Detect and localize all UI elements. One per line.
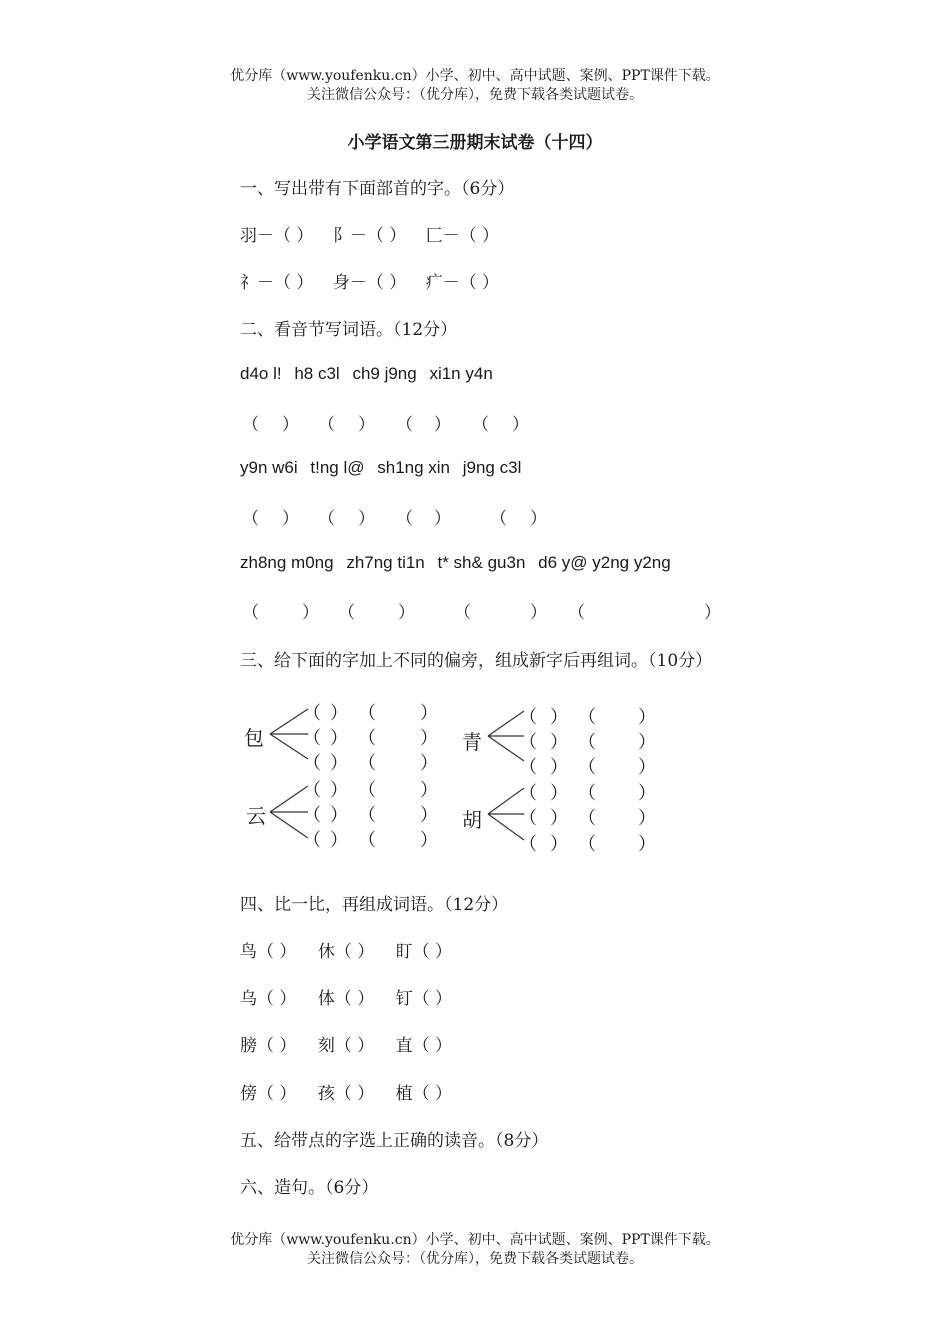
paren-close: ）: [550, 783, 568, 804]
q4-item: 钉（ ）: [395, 989, 453, 1009]
paren-open: （: [358, 728, 376, 749]
tree-char: 包: [244, 726, 264, 750]
q1-item: 羽－（ ）: [240, 226, 314, 246]
q4-row: [240, 937, 452, 962]
paren-close: ）: [638, 808, 656, 829]
tree-char: 青: [462, 730, 482, 754]
pinyin-word: sh1ng xin: [377, 458, 451, 477]
pinyin-word: h8 c3l: [294, 364, 340, 383]
paren-open: （: [358, 805, 376, 826]
paren-close: ）: [550, 808, 568, 829]
paren-close: ）: [550, 707, 568, 728]
footer-line-2: 关注微信公众号：（优分库），免费下载各类试题试卷。: [307, 1251, 643, 1267]
paren-open: （: [578, 707, 596, 728]
paren-open: （: [519, 707, 537, 728]
paren-close: ）: [330, 703, 348, 724]
paren-open: （: [472, 415, 489, 435]
q4-item: 鸟（ ）: [240, 942, 297, 962]
paren-open: （: [303, 728, 321, 749]
q5-heading: 五、给带点的字选上正确的读音。（8分）: [240, 1131, 549, 1151]
paren-close: ）: [330, 753, 348, 774]
q4-item: 膀（ ）: [240, 1036, 297, 1056]
paren-close: ）: [638, 834, 656, 855]
paren-close: ）: [420, 830, 438, 851]
pinyin-word: y9n w6i: [240, 458, 298, 477]
paren-close: ）: [330, 805, 348, 826]
q2-pinyin-row-1: [240, 364, 493, 384]
paren-open: （: [568, 603, 585, 623]
q4-item: 孩（ ）: [317, 1084, 375, 1104]
paren-open: （: [242, 415, 259, 435]
paren-open: （: [358, 703, 376, 724]
tree-lines: [236, 692, 666, 862]
pinyin-word: zh7ng ti1n: [346, 553, 425, 572]
paren-close: ）: [638, 732, 656, 753]
q4-item: 植（ ）: [395, 1084, 453, 1104]
paren-close: ）: [550, 732, 568, 753]
q2-pinyin-row-3: [240, 553, 671, 573]
paren-open: （: [242, 603, 259, 623]
paren-open: （: [338, 603, 355, 623]
paren-close: ）: [638, 707, 656, 728]
q1-item: 身－（ ）: [332, 273, 407, 293]
paren-close: ）: [282, 415, 299, 435]
paren-close: ）: [704, 603, 721, 623]
paren-close: ）: [530, 603, 547, 623]
paren-close: ）: [530, 509, 547, 529]
paren-close: ）: [398, 603, 415, 623]
paren-open: （: [578, 757, 596, 778]
paren-open: （: [303, 703, 321, 724]
paren-close: ）: [550, 757, 568, 778]
pinyin-word: ch9 j9ng: [352, 364, 417, 383]
paren-close: ）: [420, 753, 438, 774]
q4-row: [240, 1079, 452, 1104]
paren-close: ）: [282, 509, 299, 529]
header-line-2: 关注微信公众号：（优分库），免费下载各类试题试卷。: [307, 87, 643, 103]
pinyin-word: j9ng c3l: [462, 458, 522, 477]
paren-open: （: [519, 757, 537, 778]
q1-heading: 一、写出带有下面部首的字。（6分）: [240, 179, 515, 199]
pinyin-word: t* sh& gu3n: [437, 553, 526, 572]
paren-close: ）: [358, 509, 375, 529]
q4-item: 休（ ）: [317, 942, 375, 962]
paren-open: （: [490, 509, 507, 529]
pinyin-word: xi1n y4n: [429, 364, 493, 383]
paren-close: ）: [358, 415, 375, 435]
paren-open: （: [578, 783, 596, 804]
paren-open: （: [303, 780, 321, 801]
paren-close: ）: [638, 783, 656, 804]
q1-row-1: [240, 221, 499, 246]
paren-open: （: [242, 509, 259, 529]
paren-close: ）: [512, 415, 529, 435]
page-title: 小学语文第三册期末试卷（十四）: [347, 133, 603, 153]
paren-close: ）: [330, 830, 348, 851]
footer-line-1: 优分库（www.youfenku.cn）小学、初中、高中试题、案例、PPT课件下载。: [230, 1232, 720, 1248]
paren-close: ）: [420, 728, 438, 749]
paren-open: （: [303, 830, 321, 851]
q1-item: 匚－（ ）: [425, 226, 500, 246]
q4-item: 乌（ ）: [240, 989, 297, 1009]
paren-open: （: [318, 415, 335, 435]
paren-open: （: [519, 732, 537, 753]
paren-open: （: [519, 834, 537, 855]
q2-pinyin-row-2: [240, 458, 521, 478]
q1-item: 礻－（ ）: [240, 273, 314, 293]
tree-char: 云: [246, 804, 266, 828]
paren-open: （: [358, 753, 376, 774]
paren-close: ）: [302, 603, 319, 623]
q4-item: 傍（ ）: [240, 1084, 297, 1104]
paren-close: ）: [330, 728, 348, 749]
pinyin-word: t!ng l@: [310, 458, 365, 477]
paren-open: （: [396, 415, 413, 435]
q4-item: 刻（ ）: [317, 1036, 375, 1056]
paren-close: ）: [420, 780, 438, 801]
header-line-1: 优分库（www.youfenku.cn）小学、初中、高中试题、案例、PPT课件下载。: [230, 68, 720, 84]
paren-open: （: [578, 834, 596, 855]
paren-open: （: [519, 783, 537, 804]
pinyin-word: d6 y@ y2ng y2ng: [538, 553, 671, 572]
q4-row: [240, 984, 452, 1009]
paren-close: ）: [638, 757, 656, 778]
paren-open: （: [396, 509, 413, 529]
q4-item: 盯（ ）: [395, 942, 453, 962]
q1-row-2: [240, 268, 499, 293]
paren-close: ）: [330, 780, 348, 801]
q2-heading: 二、看音节写词语。（12分）: [240, 320, 458, 340]
q6-heading: 六、造句。（6分）: [240, 1178, 379, 1198]
tree-char: 胡: [462, 808, 482, 832]
q4-item: 体（ ）: [317, 989, 375, 1009]
paren-close: ）: [550, 834, 568, 855]
paren-open: （: [303, 805, 321, 826]
paren-close: ）: [420, 703, 438, 724]
pinyin-word: zh8ng m0ng: [240, 553, 334, 572]
paren-open: （: [519, 808, 537, 829]
paren-open: （: [358, 830, 376, 851]
q4-heading: 四、比一比，再组成词语。（12分）: [240, 895, 509, 915]
q1-item: 疒－（ ）: [425, 273, 500, 293]
q4-row: [240, 1031, 452, 1056]
paren-open: （: [454, 603, 471, 623]
q3-heading: 三、给下面的字加上不同的偏旁，组成新字后再组词。（10分）: [240, 651, 713, 671]
paren-open: （: [578, 808, 596, 829]
paren-open: （: [318, 509, 335, 529]
paren-close: ）: [434, 415, 451, 435]
paren-close: ）: [434, 509, 451, 529]
q1-item: 阝－（ ）: [332, 226, 407, 246]
paren-open: （: [358, 780, 376, 801]
paren-close: ）: [420, 805, 438, 826]
paren-open: （: [303, 753, 321, 774]
paren-open: （: [578, 732, 596, 753]
pinyin-word: d4o l!: [240, 364, 282, 383]
q4-item: 直（ ）: [395, 1036, 453, 1056]
